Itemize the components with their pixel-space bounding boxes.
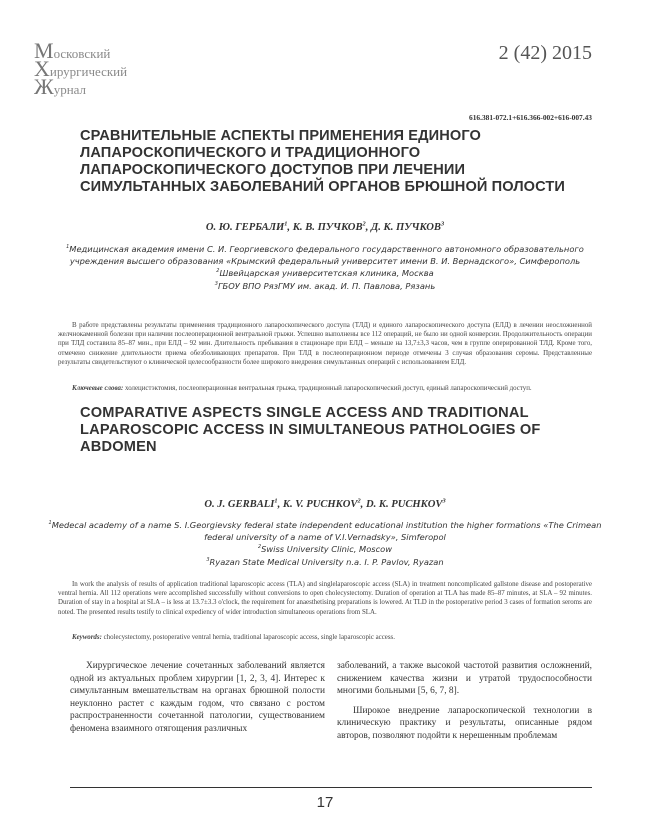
- author-ru-3-sup: 3: [440, 220, 445, 228]
- article-title-ru: СРАВНИТЕЛЬНЫЕ АСПЕКТЫ ПРИМЕНЕНИЯ ЕДИНОГО ЛАПАРОСКОПИЧЕСКОГО И ТРАДИЦИОННОГО ЛАПАРОСКОПИЧЕСКОГО ДОСТУПОВ ПРИ ЛЕЧЕНИИ СИМУЛЬТАННЫХ ЗАБОЛЕВАНИЙ ОРГАНОВ БРЮШНОЙ ПОЛОСТИ: [80, 128, 565, 195]
- affiliation-en-3-sup: 3: [206, 556, 210, 563]
- author-ru-1: О. Ю. ГЕРБАЛИ: [205, 222, 285, 233]
- author-ru-1-sup: 1: [284, 220, 288, 228]
- journal-logo: [34, 38, 184, 118]
- keywords-text-ru: холецистэктомия, послеоперационная вентральная грыжа, традиционный лапароскопический доступ, единый лапароскопический доступ.: [125, 385, 532, 392]
- author-ru-3: Д. К. ПУЧКОВ: [371, 222, 441, 233]
- affiliations-en: [40, 519, 610, 568]
- abstract-en: In work the analysis of results of application traditional laparoscopic access (TLA) and singlelaparoscopic access (SLA) in treatment noncomplicated gallstone disease and postoperative ventral hernia. All 112 operations were accomplished successfully without conversions to open cholecystectomy. Duration of operation at TLA has made 85–87 minutes, at SLA – 92 minutes. Duration of stay in a hospital at SLA – is less at 13.7±3.3 o'clock, the requirement for anaesthetising preparations is lowered. At TLD in the postoperative period 3 cases of formation seroms are noted. The presented results testify to clinical expediency of wider introduction simultaneous operations from SLA.: [58, 581, 592, 616]
- logo-word-1: осковский: [53, 46, 111, 61]
- author-en-3: D. K. PUCHKOV: [365, 499, 443, 510]
- keywords-ru: [58, 384, 592, 393]
- affiliation-en-1-text: Medecal academy of a name S. I.Georgievsky federal state independent educational institution the higher formations «The Crimean federal university of a name of V.I.Vernadsky», Simferopol: [51, 520, 602, 543]
- affiliation-en-2: [40, 543, 610, 555]
- affiliation-en-1-sup: 1: [48, 520, 52, 527]
- affiliation-ru-3-text: ГБОУ ВПО РязГМУ им. акад. И. П. Павлова, Рязань: [217, 280, 436, 291]
- author-en-1: O. J. GERBALI: [204, 499, 275, 510]
- authors-en: O. J. GERBALI$^1$, K. V. PUCHKOV$^2$, D. K. PUCHKOV$^3$: [204, 497, 446, 510]
- logo-word-3: урнал: [53, 82, 87, 97]
- author-ru-2-sup: 2: [362, 220, 366, 228]
- affiliations-ru: [40, 243, 610, 292]
- issue-number: 2 (42) 2015: [498, 42, 592, 64]
- affiliation-ru-1-text: Медицинская академия имени С. И. Георгиевского федерального государственного автономного образовательного учреждения высшего образования «Крымский федеральный университет имени В. И. Вернадского», Симферополь: [69, 244, 584, 267]
- udc-code: 616.381-072.1+616.366-002+616-007.43: [469, 113, 592, 122]
- body-paragraph-2: заболеваний, а также высокой частотой развития осложнений, снижением качества жизни и утратой трудоспособности многими больными [5, 6, 7, 8].: [337, 661, 592, 697]
- authors-ru: О. Ю. ГЕРБАЛИ$^1$, К. В. ПУЧКОВ$^2$, Д. К. ПУЧКОВ$^3$: [205, 220, 445, 233]
- author-en-1-sup: 1: [274, 497, 278, 505]
- author-en-2-sup: 2: [357, 497, 361, 505]
- body-column-right: [337, 660, 592, 743]
- logo-initial-zh: Ж: [34, 74, 54, 99]
- affiliation-en-3: [40, 556, 610, 568]
- affiliation-en-2-sup: 2: [257, 544, 262, 551]
- keywords-label-ru: Ключевые слова:: [72, 385, 124, 392]
- keywords-text-en: cholecystectomy, postoperative ventral hernia, traditional laparoscopic access, single laparoscopic access.: [103, 634, 395, 641]
- affiliation-ru-2: [40, 267, 610, 279]
- abstract-ru: В работе представлены результаты применения традиционного лапароскопического доступа (ТЛД) и единого лапароскопического доступа (ЕЛД) в лечении неосложненной желчнокаменной болезни при наличии послеоперационной вентральной грыжи. Успешно выполнены все 112 операций, не было ни одной конверсии. Продолжительность операции при ТЛД составила 85–87 мин., при ЕЛД – 92 мин. Длительность пребывания в стационаре при ЕЛД – меньше на 13,7±3,3 часов, чем в группе оперированной ТЛД. Кроме того, отмечено снижение длительности приема обезболивающих препаратов. При ТЛД в послеоперационном периоде отмечены 3 случая образования серомы. Представленные результаты свидетельствуют о клинической целесообразности более широкого внедрения симультанных операций с использованием ЕЛД.: [58, 322, 592, 366]
- affiliation-en-2-text: Swiss University Clinic, Moscow: [261, 544, 393, 555]
- affiliation-ru-2-sup: 2: [216, 268, 220, 275]
- logo-initial-m: М: [34, 38, 54, 63]
- article-title-en: COMPARATIVE ASPECTS SINGLE ACCESS AND TRADITIONAL LAPAROSCOPIC ACCESS IN SIMULTANEOUS PATHOLOGIES OF ABDOMEN: [80, 405, 541, 455]
- author-en-3-sup: 3: [442, 497, 446, 505]
- affiliation-ru-3: [40, 280, 610, 292]
- affiliation-en-1: [40, 519, 610, 543]
- body-column-left: [70, 660, 325, 736]
- logo-initial-h: Х: [34, 56, 50, 81]
- keywords-label-en: Keywords:: [72, 634, 102, 641]
- body-paragraph-1: Хирургическое лечение сочетанных заболеваний является одной из актуальных проблем хирургии [1, 2, 3, 4]. Интерес к симультанным вмешательствам на органах брюшной полости неуклонно растет с каждым годом, что связано с ростом распространенности сочетанной патологии, существованием феноменa взаимного отягощения различных: [70, 661, 325, 734]
- affiliation-ru-1-sup: 1: [66, 244, 70, 251]
- author-ru-2: К. В. ПУЧКОВ: [292, 222, 363, 233]
- page-number: 17: [316, 794, 334, 811]
- affiliation-ru-3-sup: 3: [214, 280, 218, 287]
- affiliation-ru-2-text: Швейцарская университетская клиника, Москва: [219, 268, 434, 279]
- affiliation-en-3-text: Ryazan State Medical University n.a. I. P. Pavlov, Ryazan: [209, 556, 444, 567]
- logo-word-2: ирургический: [49, 64, 128, 79]
- body-paragraph-3: Широкое внедрение лапароскопической технологии в клиническую практику и результаты, описанные рядом авторов, позволяют подойти к нерешенным проблемам: [337, 705, 592, 741]
- affiliation-ru-1: [40, 243, 610, 267]
- footer-rule: [70, 787, 592, 788]
- author-en-2: K. V. PUCHKOV: [282, 499, 358, 510]
- keywords-en: [58, 633, 592, 642]
